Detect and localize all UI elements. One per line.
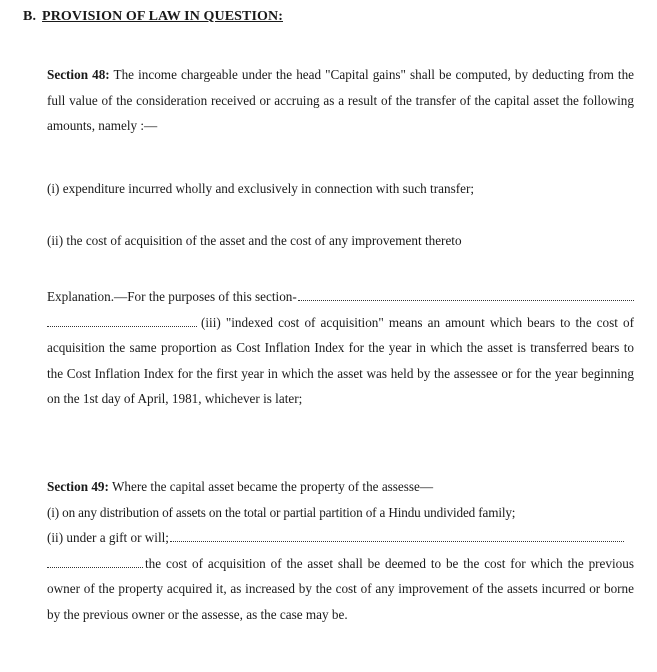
dotted-leader	[170, 540, 624, 542]
section-49-paragraph	[47, 474, 634, 628]
explanation-start: Explanation.—For the purposes of this section-	[47, 289, 297, 304]
section-49-tail: the cost of acquisition of the asset shall be deemed to be the cost for which the previous owner of the property acquired it, as increased by the cost of any improvement of the assets incurred or borne by the previous owner or the assesse, as the case may be.	[47, 555, 634, 622]
section-heading	[23, 9, 283, 25]
section-49-label: Section 49:	[47, 479, 109, 494]
section-48-label: Section 48:	[47, 67, 110, 82]
dotted-leader	[47, 566, 143, 568]
dotted-leader	[47, 325, 197, 327]
section-48-intro: The income chargeable under the head "Capital gains" shall be computed, by deducting from the full value of the consideration received or accruing as a result of the transfer of the capital asset the following amounts, namely :—	[47, 67, 635, 134]
heading-letter: B.	[23, 9, 37, 24]
section-48-item-i-text: (i) expenditure incurred wholly and exclusively in connection with such transfer;	[47, 181, 474, 196]
section-49-item-i: (i) on any distribution of assets on the total or partial partition of a Hindu undivided family;	[47, 504, 516, 520]
section-48-item-i	[47, 176, 634, 202]
section-48-explanation	[47, 284, 634, 412]
section-48-item-ii-text: (ii) the cost of acquisition of the asset and the cost of any improvement thereto	[47, 233, 462, 248]
section-49-intro: Where the capital asset became the property of the assesse—	[111, 479, 434, 494]
section-48-item-ii	[47, 228, 634, 254]
section-49-item-ii: (ii) under a gift or will;	[47, 530, 169, 546]
heading-title: PROVISION OF LAW IN QUESTION:	[42, 9, 283, 24]
explanation-iii: (iii) "indexed cost of acquisition" means an amount which bears to the cost of acquisition the same proportion as Cost Inflation Index for the year in which the asset is transferred bears to the Cost Inflation Index for the first year in which the asset was held by the assessee or for the year beginning on the 1st day of April, 1981, whichever is later;	[47, 314, 634, 407]
section-48-paragraph	[47, 62, 634, 139]
dotted-leader	[298, 299, 634, 301]
